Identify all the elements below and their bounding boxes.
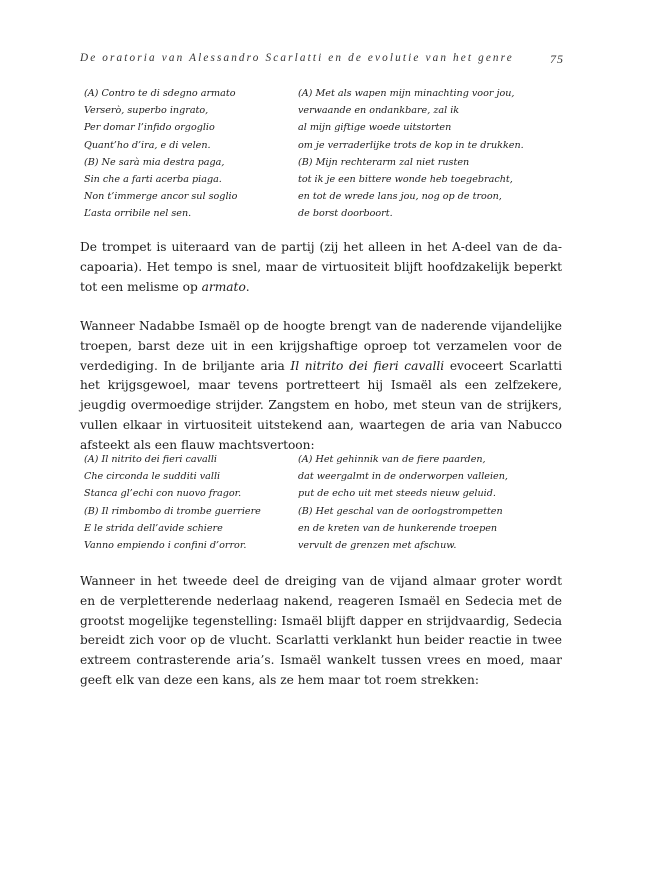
- verse-line: tot ik je een bittere wonde heb toegebracht,: [298, 173, 513, 185]
- paragraph-text: Wanneer in het tweede deel de dreiging van de vijand almaar groter wordt en de verpletterende nederlaag nakend, reageren Ismaël en Sedecia met de grootst mogelijke tegenstelling: Ismaël blijft dapper en strijdvaardig, Sedecia bereidt zich voor op de vlucht. Scarlatti verklankt hun beider reactie in twee extreem contrasterende aria’s. Ismaël wankelt tussen vrees en moed, maar geeft elk van deze een kans, als ze hem maar tot roem strekken:: [80, 574, 562, 687]
- verse-line: verwaande en ondankbare, zal ik: [298, 105, 460, 117]
- verse-line: (A) Contro te di sdegno armato: [84, 88, 236, 99]
- paragraph-trompet: [80, 238, 562, 297]
- aria-title: Il nitrito dei fieri cavalli: [290, 358, 445, 373]
- page-number: 75: [550, 52, 564, 66]
- verse-line: en tot de wrede lans jou, nog op de troon,: [298, 191, 502, 203]
- verse-line: (B) Il rimbombo di trombe guerriere: [84, 505, 261, 517]
- verse-line: (A) Il nitrito dei fieri cavalli: [84, 454, 217, 465]
- paragraph-text: Wanneer Nadabbe Ismaël op de hoogte brengt van de naderende vijandelijke troepen, barst deze uit in een krijgshaftige oproep tot verzamelen voor de verdediging. In de briljante aria: [80, 319, 562, 373]
- verse-line: Sin che a farti acerba piaga.: [84, 173, 222, 185]
- verse-line: Che circonda le sudditi valli: [84, 471, 221, 483]
- running-head: [80, 52, 564, 68]
- verse-line: Non t’immerge ancor sul soglio: [84, 191, 238, 203]
- verse-line: en de kreten van de hunkerende troepen: [298, 522, 498, 534]
- verse-line: al mijn giftige woede uitstorten: [298, 122, 452, 134]
- verse-original-italian: [84, 451, 261, 554]
- verse-line: (B) Ne sarà mia destra paga,: [84, 156, 225, 168]
- verse-line: (B) Het geschal van de oorlogstrompetten: [298, 505, 503, 517]
- verse-line: Verserò, superbo ingrato,: [84, 105, 209, 117]
- verse-line: E le strida dell’avide schiere: [84, 522, 223, 534]
- verse-translation-dutch: [298, 85, 524, 223]
- running-head-title: De oratoria van Alessandro Scarlatti en de evolutie van het genre: [80, 52, 514, 64]
- emphasis-term: armato: [201, 279, 246, 294]
- verse-line: (B) Mijn rechterarm zal niet rusten: [298, 156, 470, 168]
- verse-line: put de echo uit met steeds nieuw geluid.: [298, 488, 496, 500]
- verse-line: om je verraderlijke trots de kop in te drukken.: [298, 139, 524, 151]
- verse-line: vervult de grenzen met afschuw.: [298, 539, 457, 551]
- verse-original-italian: [84, 85, 237, 223]
- verse-line: (A) Met als wapen mijn minachting voor jou,: [298, 88, 515, 99]
- paragraph-nadabbe: [80, 317, 562, 456]
- verse-translation-dutch: [298, 451, 508, 554]
- verse-line: Vanno empiendo i confini d’orror.: [84, 539, 247, 551]
- verse-line: (A) Het gehinnik van de fiere paarden,: [298, 454, 486, 465]
- verse-line: Stanca gl’echi con nuovo fragor.: [84, 488, 242, 500]
- paragraph-text: De trompet is uiteraard van de partij (zij het alleen in het A-deel van de da-capoaria). Het tempo is snel, maar de virtuositeit blijft hoofdzakelijk beperkt tot een melisme op: [80, 240, 562, 294]
- verse-line: Quant’ho d’ira, e di velen.: [84, 139, 211, 151]
- verse-line: Per domar l’infido orgoglio: [84, 122, 215, 134]
- verse-line: dat weergalmt in de onderworpen valleien,: [298, 471, 508, 483]
- paragraph-tweede-deel: [80, 572, 562, 691]
- paragraph-text: evoceert Scarlatti het krijgsgewoel, maar tevens portretteert hij Ismaël als een zelfzekere, jeugdig overmoedige strijder. Zangstem en hobo, met steun van de strijkers, vullen elkaar in virtuositeit uitstekend aan, waartegen de aria van Nabucco afsteekt als een flauw machtsvertoon:: [80, 358, 562, 452]
- paragraph-text: .: [245, 279, 250, 294]
- verse-line: de borst doorboort.: [298, 208, 393, 220]
- verse-line: L’asta orribile nel sen.: [84, 208, 192, 220]
